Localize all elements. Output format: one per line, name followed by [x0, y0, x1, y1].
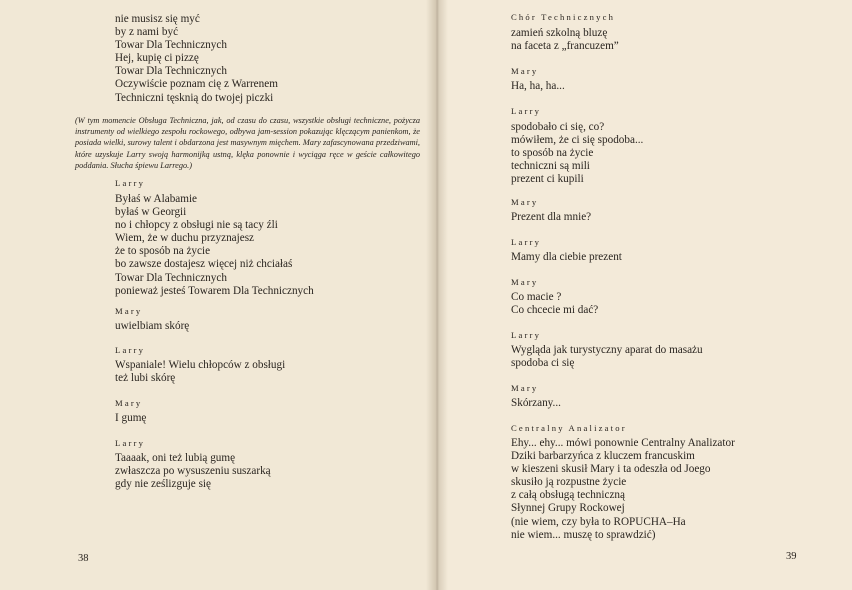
speaker-name: Centralny Analizator	[511, 423, 627, 433]
verse-line: gdy nie ześlizguje się	[115, 478, 211, 491]
verse-block	[511, 251, 622, 264]
verse-line: bo zawsze dostajesz więcej niż chciałaś	[115, 258, 293, 271]
verse-line: I gumę	[115, 412, 147, 424]
verse-block	[511, 291, 598, 317]
verse-line: (nie wiem, czy była to ROPUCHA–Ha	[511, 515, 686, 528]
speaker-name: Larry	[115, 438, 146, 448]
verse-line: Hej, kupię ci pizzę	[115, 52, 199, 65]
verse-block	[511, 437, 735, 542]
verse-line: Taaaak, oni też lubią gumę	[115, 452, 236, 464]
verse-line: też lubi skórę	[115, 372, 176, 385]
verse-line: no i chłopcy z obsługi nie są tacy źli	[115, 219, 278, 232]
speaker-name: Mary	[511, 277, 539, 287]
right-page	[436, 0, 852, 590]
speaker-name: Mary	[511, 197, 539, 207]
speaker-name: Mary	[115, 398, 143, 408]
book-gutter	[426, 0, 448, 590]
speaker-name: Larry	[115, 345, 146, 355]
verse-block	[511, 397, 561, 410]
speaker-name: Larry	[511, 330, 542, 340]
speaker-name: Chór Technicznych	[511, 12, 616, 22]
verse-line: Co macie ?	[511, 291, 562, 303]
verse-line: techniczni są mili	[511, 160, 590, 173]
verse-block	[115, 193, 314, 298]
speaker-name: Larry	[115, 178, 146, 188]
verse-line: z całą obsługą techniczną	[511, 489, 625, 502]
verse-line: Ha, ha, ha...	[511, 80, 565, 92]
verse-line: Prezent dla mnie?	[511, 211, 592, 223]
verse-line: na faceta z „francuzem”	[511, 40, 619, 53]
verse-line: w kieszeni skusił Mary i ta odeszła od Joego	[511, 463, 711, 476]
verse-block	[511, 211, 591, 224]
verse-block	[511, 121, 643, 186]
verse-block	[511, 344, 703, 370]
verse-line: mówiłem, że ci się spodoba...	[511, 134, 644, 147]
verse-line: byłaś w Georgii	[115, 206, 187, 219]
verse-line: spodoba ci się	[511, 357, 575, 370]
verse-line: to sposób na życie	[511, 147, 594, 160]
verse-line: Skórzany...	[511, 397, 561, 409]
verse-block	[511, 27, 619, 53]
verse-line: nie wiem... muszę to sprawdzić)	[511, 528, 656, 541]
verse-line: Byłaś w Alabamie	[115, 193, 198, 205]
verse-line: spodobało ci się, co?	[511, 121, 605, 133]
verse-line: że to sposób na życie	[115, 245, 211, 258]
verse-block	[115, 359, 285, 385]
speaker-name: Mary	[511, 66, 539, 76]
verse-line: skusiło ją rozpustne życie	[511, 476, 627, 489]
verse-line: by z nami być	[115, 26, 179, 39]
verse-block	[115, 320, 189, 333]
verse-line: Techniczni tęsknią do twojej piczki	[115, 91, 274, 104]
verse-line: Towar Dla Technicznych	[115, 39, 227, 52]
verse-line: Słynnej Grupy Rockowej	[511, 502, 625, 515]
verse-line: Ehy... ehy... mówi ponownie Centralny Analizator	[511, 437, 735, 449]
verse-line: Mamy dla ciebie prezent	[511, 251, 622, 263]
page-number: 39	[786, 551, 797, 562]
verse-line: Towar Dla Technicznych	[115, 65, 227, 78]
speaker-name: Larry	[511, 106, 542, 116]
stage-direction: (W tym momencie Obsługa Techniczna, jak, od czasu do czasu, wszystkie obsługi techniczne, pożycza instrumenty od wielkiego zespołu rockowego, odbywa jam-session pokazując klęczącym panienkom, że posiada wielki, surowy talent i obdarzona jest masywnym mięchem. Mary zafascynowana przedziwami, które uzyskuje Larry swoją harmonijką ustną, klęka ponownie i wyciąga ręce w geście całkowitego poddania. Słucha śpiewu Larrego.)	[75, 116, 420, 170]
verse-block	[115, 452, 271, 491]
verse-line: Wygląda jak turystyczny aparat do masażu	[511, 344, 703, 356]
verse-line: Wspaniale! Wielu chłopców z obsługi	[115, 359, 286, 371]
verse-block	[115, 412, 146, 425]
opening-verse	[115, 13, 278, 105]
verse-line: Wiem, że w duchu przyznajesz	[115, 232, 255, 245]
speaker-name: Mary	[115, 306, 143, 316]
verse-line: prezent ci kupili	[511, 173, 584, 186]
verse-line: Dziki barbarzyńca z kluczem francuskim	[511, 450, 695, 463]
verse-line: Oczywiście poznam cię z Warrenem	[115, 78, 278, 91]
verse-line: zamień szkolną bluzę	[511, 27, 608, 39]
speaker-name: Mary	[511, 383, 539, 393]
page-number: 38	[78, 553, 89, 564]
speaker-name: Larry	[511, 237, 542, 247]
verse-line: Towar Dla Technicznych	[115, 271, 227, 284]
verse-line: nie musisz się myć	[115, 13, 200, 25]
verse-line: ponieważ jesteś Towarem Dla Technicznych	[115, 284, 314, 297]
verse-block	[511, 80, 565, 93]
verse-line: Co chcecie mi dać?	[511, 304, 599, 317]
verse-line: zwłaszcza po wysuszeniu suszarką	[115, 465, 271, 478]
verse-line: uwielbiam skórę	[115, 320, 190, 332]
